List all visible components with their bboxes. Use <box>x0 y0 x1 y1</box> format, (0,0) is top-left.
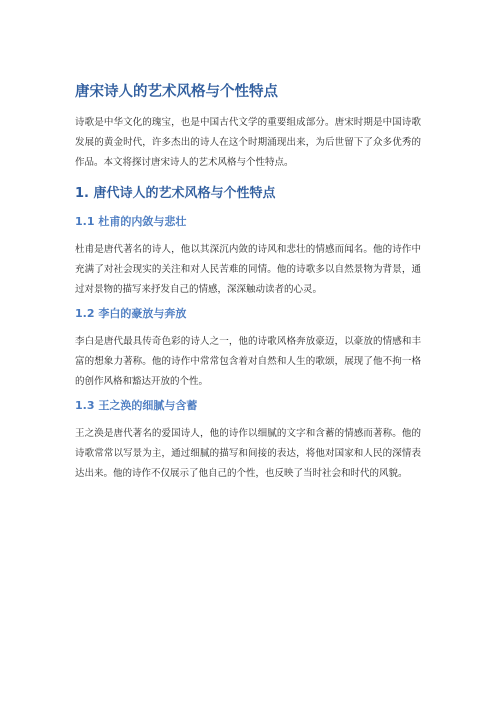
intro-paragraph: 诗歌是中华文化的瑰宝，也是中国古代文学的重要组成部分。唐宋时期是中国诗歌发展的黄金时代，许多杰出的诗人在这个时期涌现出来，为后世留下了众多优秀的作品。本文将探讨唐宋诗人的艺术风格与个性特点。 <box>75 117 421 168</box>
subsection-body: 王之涣是唐代著名的爱国诗人，他的诗作以细腻的文字和含蓄的情感而著称。他的诗歌常常以写景为主，通过细腻的描写和间接的表达，将他对国家和人民的深情表达出来。他的诗作不仅展示了他自己的个性，也反映了当时社会和时代的风貌。 <box>75 428 421 479</box>
subsection-heading: 1.1 杜甫的内敛与悲壮 <box>75 215 187 228</box>
section-heading: 1. 唐代诗人的艺术风格与个性特点 <box>75 186 276 201</box>
subsection-body: 杜甫是唐代著名的诗人，他以其深沉内敛的诗风和悲壮的情感而闻名。他的诗作中充满了对社会现实的关注和对人民苦难的同情。他的诗歌多以自然景物为背景，通过对景物的描写来抒发自己的情感，深深触动读者的心灵。 <box>75 244 421 295</box>
subsection-du-fu <box>75 214 421 300</box>
subsection-heading: 1.3 王之涣的细腻与含蓄 <box>75 399 198 412</box>
subsection-body: 李白是唐代最具传奇色彩的诗人之一，他的诗歌风格奔放豪迈，以豪放的情感和丰富的想象力著称。他的诗作中常常包含着对自然和人生的歌颂，展现了他不拘一格的创作风格和豁达开放的个性。 <box>75 336 421 387</box>
document-content <box>75 82 421 490</box>
subsection-heading: 1.2 李白的豪放与奔放 <box>75 307 187 320</box>
subsection-li-bai <box>75 306 421 392</box>
document-title: 唐宋诗人的艺术风格与个性特点 <box>75 84 278 100</box>
subsection-wang-zhihuan <box>75 398 421 484</box>
section-tang-poets <box>75 184 421 484</box>
